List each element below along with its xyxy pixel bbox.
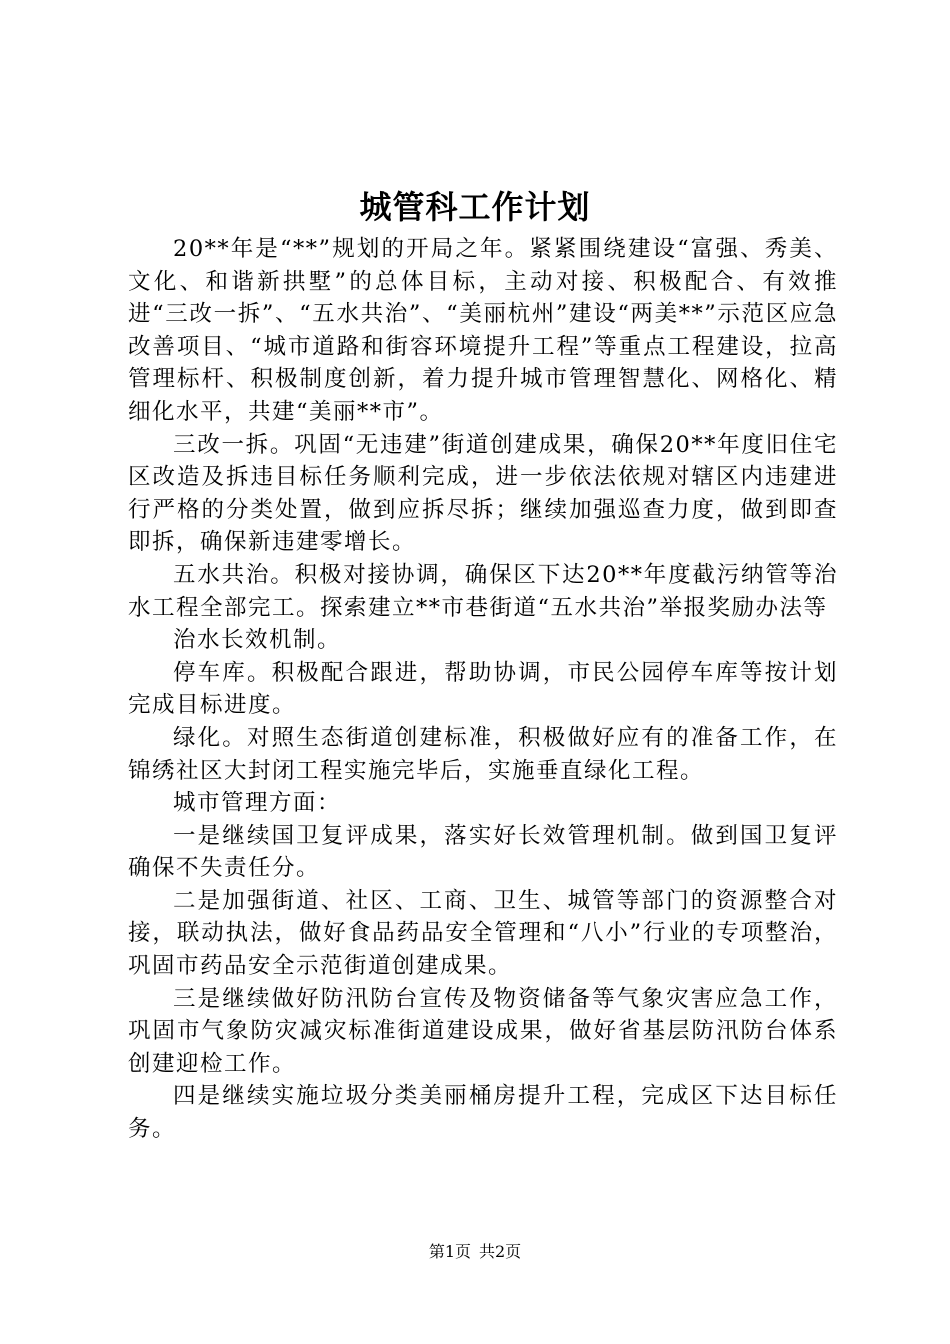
- paragraph-greening: 绿化。对照生态街道创建标准，积极做好应有的准备工作，在锦绣社区大封闭工程实施完毕后，实施垂直绿化工程。: [128, 724, 838, 784]
- paragraph-item-three: 三是继续做好防汛防台宣传及物资储备等气象灾害应急工作，巩固市气象防灾减灾标准街道建设成果，做好省基层防汛防台体系创建迎检工作。: [128, 985, 838, 1077]
- paragraph-item-four: 四是继续实施垃圾分类美丽桶房提升工程，完成区下达目标任务。: [128, 1083, 838, 1143]
- paragraph-three-reforms: 三改一拆。巩固“无违建”街道创建成果，确保20**年度旧住宅区改造及拆违目标任务顺利完成，进一步依法依规对辖区内违建进行严格的分类处置，做到应拆尽拆；继续加强巡查力度，做到即查即拆，确保新违建零增长。: [128, 431, 838, 556]
- paragraph-water-mechanism: 治水长效机制。: [173, 627, 342, 654]
- paragraph-five-water: 五水共治。积极对接协调，确保区下达20**年度截污纳管等治水工程全部完工。探索建立**市巷街道“五水共治”举报奖励办法等: [128, 561, 838, 621]
- document-title: 城管科工作计划: [359, 188, 591, 226]
- paragraph-item-one: 一是继续国卫复评成果，落实好长效管理机制。做到国卫复评确保不失责任分。: [128, 822, 838, 882]
- paragraph-intro: 20**年是“**”规划的开局之年。紧紧围绕建设“富强、秀美、文化、和谐新拱墅”的总体目标，主动对接、积极配合、有效推进“三改一拆”、“五水共治”、“美丽杭州”建设“两美**”示范区应急改善项目、“城市道路和街容环境提升工程”等重点工程建设，拉高管理标杆、积极制度创新，着力提升城市管理智慧化、网格化、精细化水平，共建“美丽**市”。: [128, 236, 838, 425]
- paragraph-item-two: 二是加强街道、社区、工商、卫生、城管等部门的资源整合对接，联动执法，做好食品药品安全管理和“八小”行业的专项整治，巩固市药品安全示范街道创建成果。: [128, 887, 838, 980]
- page-footer: [0, 1240, 950, 1264]
- page-total: 共2页: [479, 1242, 522, 1261]
- document-body: [128, 233, 838, 1146]
- paragraph-parking: 停车库。积极配合跟进，帮助协调，市民公园停车库等按计划完成目标进度。: [128, 659, 838, 719]
- page-number: 第1页: [428, 1242, 471, 1261]
- paragraph-city-management-heading: 城市管理方面：: [173, 790, 342, 817]
